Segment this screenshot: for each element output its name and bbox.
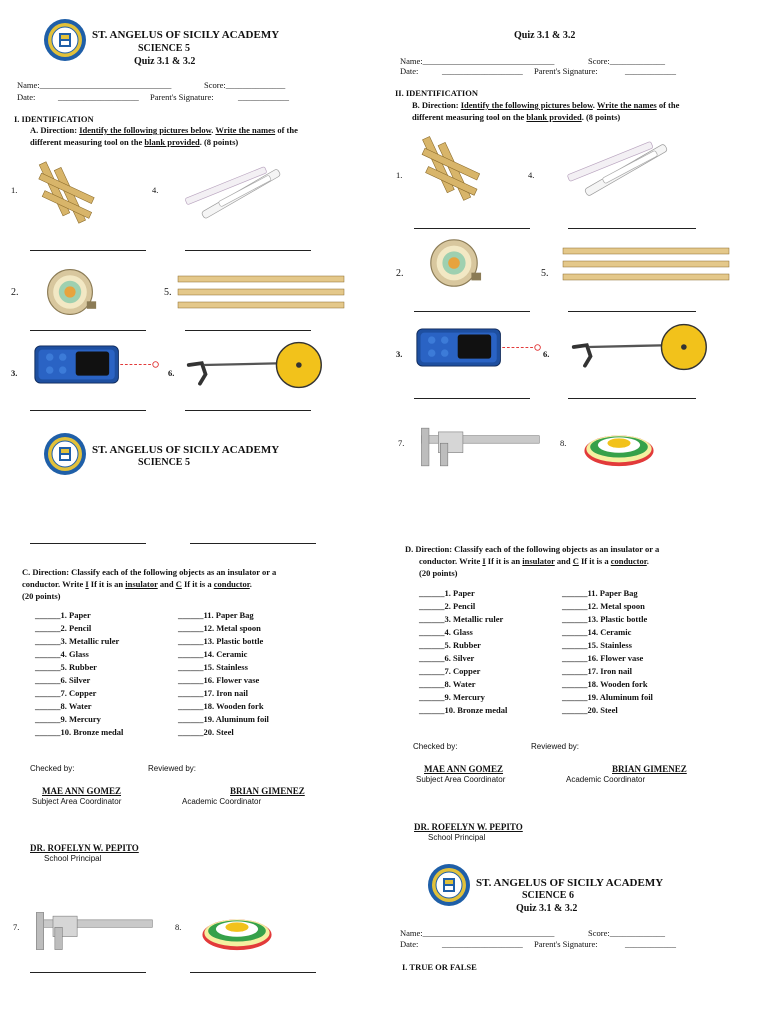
name-field[interactable]: Name:_______________________________	[400, 928, 555, 938]
classification-item[interactable]: ______1. Paper	[419, 588, 475, 598]
laser-meter-picture	[33, 343, 163, 386]
vernier-caliper-picture	[412, 424, 544, 470]
section-identification: I. IDENTIFICATION	[14, 114, 94, 124]
classification-item[interactable]: ______8. Water	[35, 701, 92, 711]
item-number: 4.	[152, 185, 159, 195]
classification-item[interactable]: ______10. Bronze medal	[35, 727, 124, 737]
answer-blank[interactable]	[185, 250, 311, 251]
classification-item[interactable]: ______11. Paper Bag	[562, 588, 638, 598]
classification-item[interactable]: ______7. Copper	[419, 666, 481, 676]
rulers-picture	[561, 246, 731, 282]
tape-reel-picture	[425, 235, 483, 291]
tape-measure-picture	[580, 422, 658, 470]
classification-item[interactable]: ______5. Rubber	[419, 640, 481, 650]
coordinator-name: MAE ANN GOMEZ	[424, 764, 504, 774]
classification-item[interactable]: ______13. Plastic bottle	[178, 636, 264, 646]
item-number: 1.	[11, 185, 18, 195]
classification-item[interactable]: ______19. Aluminum foil	[562, 692, 653, 702]
measuring-wheel-picture	[570, 318, 710, 376]
answer-blank[interactable]	[30, 250, 146, 251]
item-number: 6.	[543, 349, 550, 359]
reviewed-by-label: Reviewed by:	[531, 742, 580, 751]
date-field[interactable]: ___________________	[58, 92, 139, 102]
parent-signature-field[interactable]: ____________	[625, 66, 676, 76]
answer-blank[interactable]	[190, 972, 316, 973]
answer-blank[interactable]	[30, 543, 146, 544]
score-field[interactable]: Score:_____________	[588, 928, 665, 938]
classification-item[interactable]: ______1. Paper	[35, 610, 91, 620]
classification-item[interactable]: ______15. Stainless	[562, 640, 632, 650]
name-field[interactable]: Name:_______________________________	[17, 80, 172, 90]
answer-blank[interactable]	[190, 543, 316, 544]
meter-stick-picture	[178, 160, 283, 220]
date-label: Date:	[400, 939, 419, 949]
classification-item[interactable]: ______3. Metallic ruler	[419, 614, 504, 624]
item-number: 4.	[528, 170, 535, 180]
name-field[interactable]: Name:_______________________________	[400, 56, 555, 66]
answer-blank[interactable]	[414, 398, 530, 399]
item-number: 7.	[13, 922, 20, 932]
direction-a: A. Direction: Identify the following pictures below. Write the names of the different measuring tool on the blank provided. (8 points)	[30, 125, 298, 147]
direction-d: D. Direction: Classify each of the following objects as an insulator or a conductor. Write I If it is an insulator and C If it is a conductor. (20 points)	[405, 544, 660, 578]
meter-stick-picture	[560, 135, 670, 197]
classification-item[interactable]: ______12. Metal spoon	[178, 623, 261, 633]
tape-measure-picture	[198, 906, 276, 954]
classification-item[interactable]: ______18. Wooden fork	[562, 679, 648, 689]
item-number: 2.	[396, 268, 404, 279]
tape-reel-picture	[42, 265, 98, 319]
folding-ruler-picture	[415, 133, 493, 207]
school-seal-icon	[427, 863, 471, 907]
classification-item[interactable]: ______13. Plastic bottle	[562, 614, 648, 624]
answer-blank[interactable]	[414, 228, 530, 229]
parent-signature-label: Parent's Signature:	[534, 939, 598, 949]
classification-item[interactable]: ______11. Paper Bag	[178, 610, 254, 620]
classification-item[interactable]: ______3. Metallic ruler	[35, 636, 120, 646]
school-name: ST. ANGELUS OF SICILY ACADEMY	[92, 444, 280, 456]
item-number: 3.	[396, 349, 403, 359]
classification-item[interactable]: ______16. Flower vase	[178, 675, 260, 685]
principal-name: DR. ROFELYN W. PEPITO	[30, 843, 139, 853]
subject-title: SCIENCE 6	[522, 890, 574, 901]
parent-signature-field[interactable]: ____________	[238, 92, 289, 102]
answer-blank[interactable]	[185, 410, 311, 411]
folding-ruler-picture	[32, 158, 107, 230]
score-field[interactable]: Score:______________	[204, 80, 286, 90]
quiz-title: Quiz 3.1 & 3.2	[514, 30, 576, 41]
classification-item[interactable]: ______7. Copper	[35, 688, 97, 698]
classification-item[interactable]: ______5. Rubber	[35, 662, 97, 672]
classification-item[interactable]: ______18. Wooden fork	[178, 701, 264, 711]
classification-item[interactable]: ______15. Stainless	[178, 662, 248, 672]
item-number: 8.	[175, 922, 182, 932]
item-number: 6.	[168, 368, 175, 378]
academic-coordinator-title: Academic Coordinator	[182, 797, 262, 806]
classification-item[interactable]: ______16. Flower vase	[562, 653, 644, 663]
academic-coordinator-name: BRIAN GIMENEZ	[230, 786, 305, 796]
answer-blank[interactable]	[30, 410, 146, 411]
date-field[interactable]: ___________________	[442, 939, 523, 949]
classification-item[interactable]: ______6. Silver	[419, 653, 475, 663]
vernier-caliper-picture	[27, 908, 157, 954]
coordinator-title: Subject Area Coordinator	[32, 797, 122, 806]
coordinator-name: MAE ANN GOMEZ	[42, 786, 122, 796]
classification-item[interactable]: ______6. Silver	[35, 675, 91, 685]
item-number: 3.	[11, 368, 18, 378]
classification-item[interactable]: ______12. Metal spoon	[562, 601, 645, 611]
classification-item[interactable]: ______10. Bronze medal	[419, 705, 508, 715]
classification-item[interactable]: ______20. Steel	[178, 727, 234, 737]
classification-item[interactable]: ______9. Mercury	[419, 692, 485, 702]
item-number: 7.	[398, 438, 405, 448]
school-name: ST. ANGELUS OF SICILY ACADEMY	[476, 877, 664, 889]
checked-by-label: Checked by:	[413, 742, 458, 751]
score-field[interactable]: Score:_____________	[588, 56, 665, 66]
classification-item[interactable]: ______17. Iron nail	[562, 666, 632, 676]
classification-item[interactable]: ______20. Steel	[562, 705, 618, 715]
school-seal-icon	[43, 18, 87, 62]
date-field[interactable]: ___________________	[442, 66, 523, 76]
answer-blank[interactable]	[414, 311, 530, 312]
measuring-wheel-picture	[185, 336, 325, 394]
laser-meter-picture	[415, 326, 545, 369]
subject-title: SCIENCE 5	[138, 43, 190, 54]
quiz-title: Quiz 3.1 & 3.2	[516, 903, 578, 914]
parent-signature-field[interactable]: ____________	[625, 939, 676, 949]
reviewed-by-label: Reviewed by:	[148, 764, 197, 773]
parent-signature-label: Parent's Signature:	[150, 92, 214, 102]
answer-blank[interactable]	[568, 228, 696, 229]
item-number: 2.	[11, 287, 19, 298]
item-number: 8.	[560, 438, 567, 448]
classification-item[interactable]: ______8. Water	[419, 679, 476, 689]
principal-title: School Principal	[428, 833, 486, 842]
date-label: Date:	[400, 66, 419, 76]
coordinator-title: Subject Area Coordinator	[416, 775, 506, 784]
answer-blank[interactable]	[185, 330, 311, 331]
classification-item[interactable]: ______19. Aluminum foil	[178, 714, 269, 724]
academic-coordinator-name: BRIAN GIMENEZ	[612, 764, 687, 774]
principal-name: DR. ROFELYN W. PEPITO	[414, 822, 523, 832]
section-identification: II. IDENTIFICATION	[395, 88, 478, 98]
answer-blank[interactable]	[568, 311, 696, 312]
classification-item[interactable]: ______14. Ceramic	[562, 627, 632, 637]
checked-by-label: Checked by:	[30, 764, 75, 773]
classification-item[interactable]: ______9. Mercury	[35, 714, 101, 724]
date-label: Date:	[17, 92, 36, 102]
classification-item[interactable]: ______4. Glass	[35, 649, 89, 659]
section-true-false: I. TRUE OR FALSE	[402, 962, 477, 972]
direction-b: B. Direction: Identify the following pictures below. Write the names of the different measuring tool on the blank provided. (8 points)	[412, 100, 680, 122]
parent-signature-label: Parent's Signature:	[534, 66, 598, 76]
classification-item[interactable]: ______2. Pencil	[419, 601, 476, 611]
school-name: ST. ANGELUS OF SICILY ACADEMY	[92, 29, 280, 41]
classification-item[interactable]: ______2. Pencil	[35, 623, 92, 633]
school-seal-icon	[43, 432, 87, 476]
subject-title: SCIENCE 5	[138, 457, 190, 468]
direction-c: C. Direction: Classify each of the following objects as an insulator or a conductor. Write I If it is an insulator and C If it is a conductor. (20 points)	[22, 567, 277, 601]
quiz-title: Quiz 3.1 & 3.2	[134, 56, 196, 67]
answer-blank[interactable]	[30, 972, 146, 973]
item-number: 1.	[396, 170, 403, 180]
item-number: 5.	[541, 268, 549, 279]
answer-blank[interactable]	[30, 330, 146, 331]
academic-coordinator-title: Academic Coordinator	[566, 775, 646, 784]
answer-blank[interactable]	[568, 398, 696, 399]
rulers-picture	[176, 274, 346, 310]
classification-item[interactable]: ______14. Ceramic	[178, 649, 248, 659]
classification-item[interactable]: ______4. Glass	[419, 627, 473, 637]
principal-title: School Principal	[44, 854, 102, 863]
item-number: 5.	[164, 287, 172, 298]
classification-item[interactable]: ______17. Iron nail	[178, 688, 248, 698]
